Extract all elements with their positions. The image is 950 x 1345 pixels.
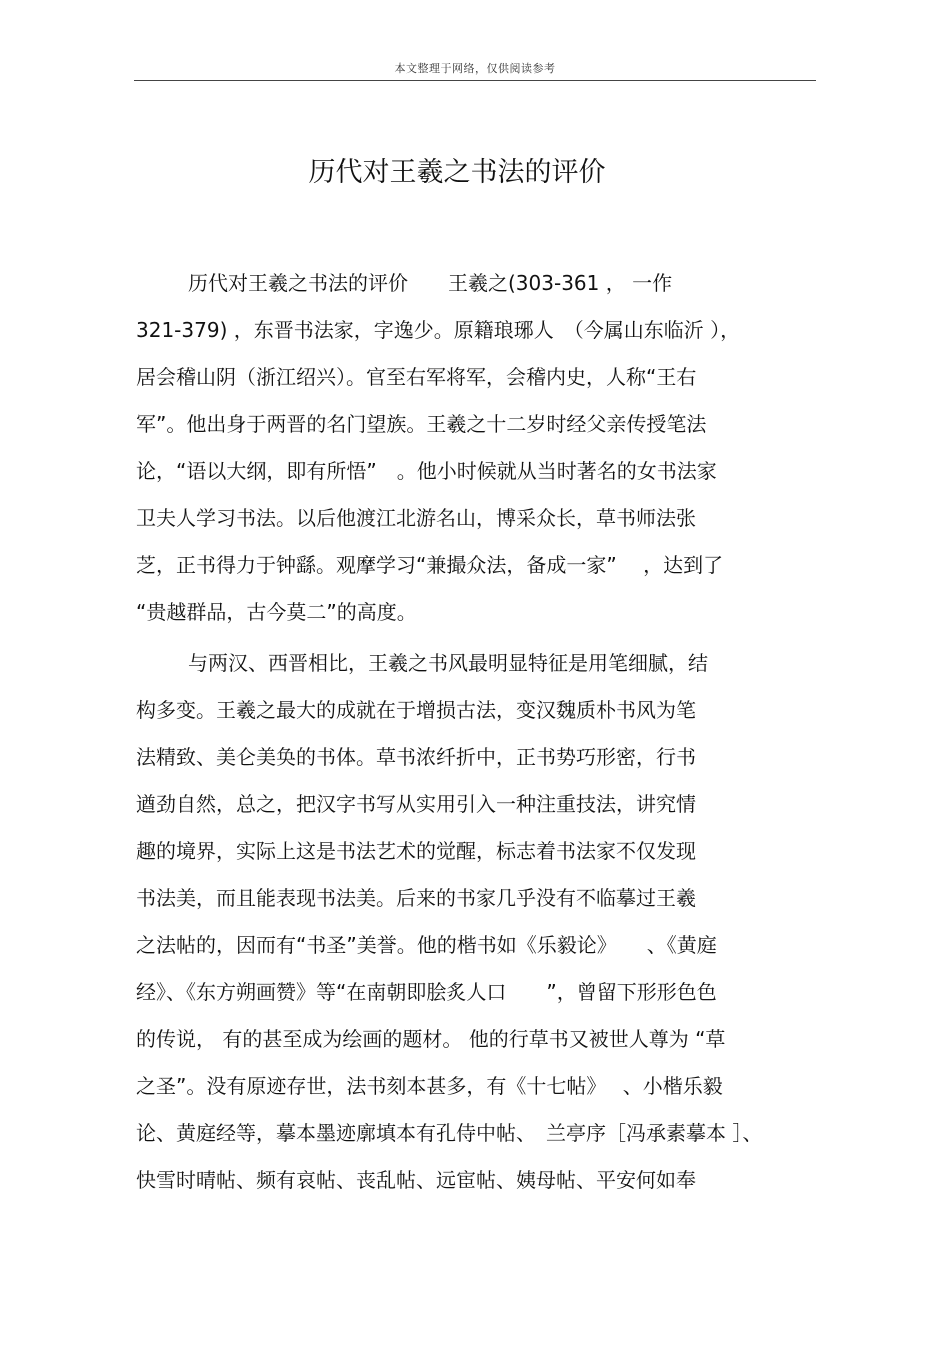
text-line: 历代对王羲之书法的评价 王羲之(303-361 ， 一作 (188, 271, 673, 295)
text-line: 书法美，而且能表现书法美。后来的书家几乎没有不临摹过王羲 (136, 886, 696, 910)
text-line: 快雪时晴帖、频有哀帖、丧乱帖、远宦帖、姨母帖、平安何如奉 (136, 1168, 696, 1192)
text-line: 论，“语以大纲，即有所悟” 。他小时候就从当时著名的女书法家 (136, 459, 717, 483)
text-line: 论、黄庭经等，摹本墨迹廓填本有孔侍中帖、 兰亭序［冯承素摹本 ］、 (136, 1121, 763, 1145)
text-line: 法精致、美仑美奂的书体。草书浓纤折中，正书势巧形密，行书 (136, 745, 696, 769)
header-note: 本文整理于网络，仅供阅读参考 (394, 62, 556, 75)
text-line: 与两汉、西晋相比，王羲之书风最明显特征是用笔细腻，结 (188, 651, 708, 675)
document-title: 历代对王羲之书法的评价 (308, 157, 606, 188)
text-line: “贵越群品，古今莫二”的高度。 (136, 600, 417, 624)
text-line: 之圣”。没有原迹存世，法书刻本甚多，有《十七帖》 、小楷乐毅 (136, 1074, 723, 1098)
text-line: 321-379) ，东晋书法家，字逸少。原籍琅琊人 （今属山东临沂 ）， (136, 318, 741, 342)
text-line: 芝，正书得力于钟繇。观摩学习“兼撮众法，备成一家” ，达到了 (136, 553, 724, 577)
text-line: 的传说， 有的甚至成为绘画的题材。 他的行草书又被世人尊为 “草 (136, 1027, 726, 1051)
text-line: 构多变。王羲之最大的成就在于增损古法，变汉魏质朴书风为笔 (136, 698, 696, 722)
header-divider (134, 80, 816, 81)
text-line: 经》、《东方朔画赞》等“在南朝即脍炙人口 ”，曾留下形形色色 (136, 980, 717, 1004)
text-line: 趣的境界，实际上这是书法艺术的觉醒，标志着书法家不仅发现 (136, 839, 696, 863)
text-line: 居会稽山阴（浙江绍兴）。官至右军将军，会稽内史，人称“王右 (136, 365, 697, 389)
text-line: 遒劲自然，总之，把汉字书写从实用引入一种注重技法，讲究情 (136, 792, 696, 816)
text-line: 卫夫人学习书法。以后他渡江北游名山，博采众长，草书师法张 (136, 506, 696, 530)
text-line: 之法帖的，因而有“书圣”美誉。他的楷书如《乐毅论》 、《黄庭 (136, 933, 717, 957)
text-line: 军”。他出身于两晋的名门望族。王羲之十二岁时经父亲传授笔法 (136, 412, 707, 436)
